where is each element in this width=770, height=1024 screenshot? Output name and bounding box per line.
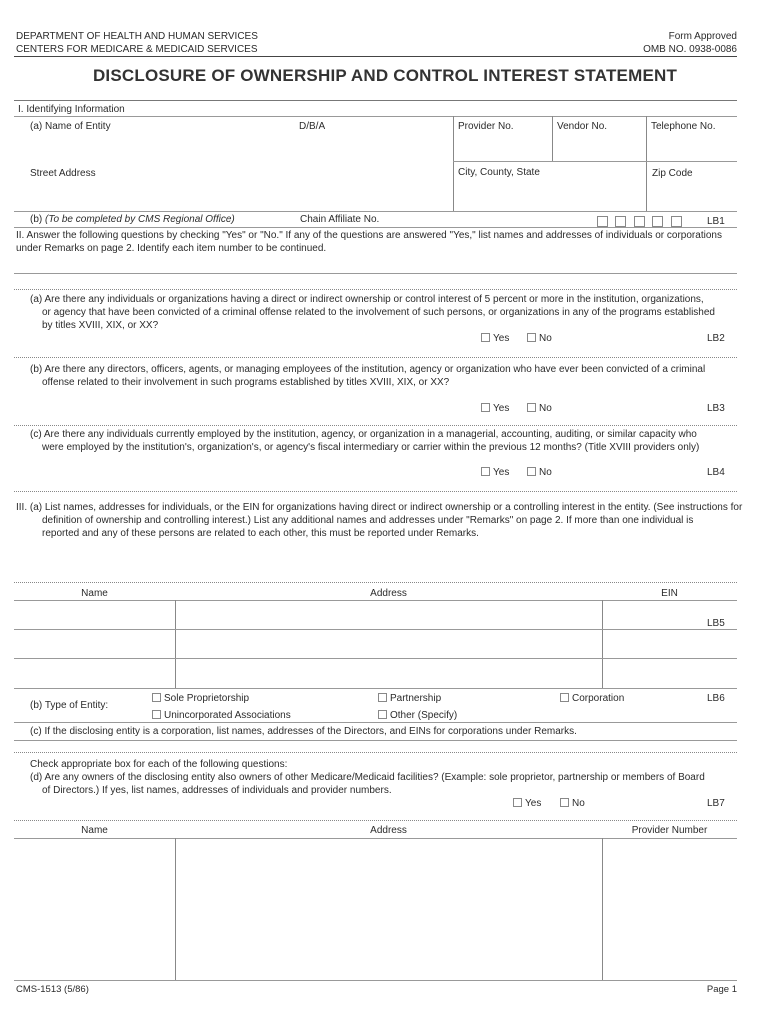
question-b-line2: offense related to their involvement in such programs established by titles XVIII, XIX, or XX? <box>42 377 450 388</box>
form-approved: Form Approved <box>668 31 737 42</box>
owners-col-address: Address <box>370 588 407 599</box>
vendor-no-label: Vendor No. <box>557 121 608 132</box>
chain-digit-box[interactable] <box>597 216 608 227</box>
facilities-col-name: Name <box>81 825 108 836</box>
agency-line: CENTERS FOR MEDICARE & MEDICAID SERVICES <box>16 44 258 55</box>
lb7-code: LB7 <box>707 798 725 809</box>
checkbox-icon <box>527 333 536 342</box>
dotted-rule <box>14 357 737 358</box>
lb6-code: LB6 <box>707 693 725 704</box>
row-rule <box>14 838 737 839</box>
checkbox-icon <box>152 693 161 702</box>
section2-intro: II. Answer the following questions by checking "Yes" or "No." If any of the questions are answered "Yes," list names and addresses of individuals or corporations under Remarks on page 2. Identify each item number to be continued. <box>16 230 722 254</box>
dotted-rule <box>14 752 737 753</box>
chain-digit-box[interactable] <box>671 216 682 227</box>
checkbox-icon <box>378 693 387 702</box>
owners-col-name: Name <box>81 588 108 599</box>
section1-top-rule <box>14 100 737 101</box>
facilities-col-provider-number: Provider Number <box>631 825 708 836</box>
section3-c-text: (c) If the disclosing entity is a corporation, list names, addresses of the Directors, and EINs for corporations under Remarks. <box>30 726 577 737</box>
row-rule <box>453 161 737 162</box>
section1-heading: I. Identifying Information <box>18 104 125 115</box>
checkbox-icon <box>560 798 569 807</box>
row-rule <box>14 227 737 228</box>
chain-digit-box[interactable] <box>634 216 645 227</box>
name-of-entity-label: (a) Name of Entity <box>30 121 111 132</box>
check-appropriate-text: Check appropriate box for each of the following questions: <box>30 759 288 770</box>
dotted-rule <box>14 425 737 426</box>
table-row <box>14 688 737 689</box>
section3-a-line3: reported and any of these persons are related to each other, this must be reported under Remarks. <box>42 528 479 539</box>
dotted-rule <box>14 289 737 290</box>
checkbox-icon <box>527 403 536 412</box>
type-of-entity-label: (b) Type of Entity: <box>30 700 109 711</box>
row-rule <box>14 600 737 601</box>
lb5-code: LB5 <box>707 618 725 629</box>
checkbox-icon <box>378 710 387 719</box>
chain-digit-box[interactable] <box>615 216 626 227</box>
question-a-no[interactable]: No <box>527 332 552 345</box>
col-divider <box>646 116 647 211</box>
chain-affiliate-label: Chain Affiliate No. <box>300 214 380 225</box>
other-specify-option[interactable]: Other (Specify) <box>378 709 457 722</box>
dotted-rule <box>14 491 737 492</box>
question-a-line3: by titles XVIII, XIX, or XX? <box>42 320 159 331</box>
question-c-line2: were employed by the institution's, organization's, or agency's fiscal intermediary or carrier within the previous 12 months? (Title XVIII providers only) <box>42 442 700 453</box>
chain-digit-box[interactable] <box>652 216 663 227</box>
zip-code-label: Zip Code <box>652 168 693 179</box>
section3-a-line1: III. (a) List names, addresses for individuals, or the EIN for organizations having direct or indirect ownership or a controlling interest in the entity. (See instructions for <box>16 502 743 513</box>
page-number: Page 1 <box>706 984 737 995</box>
checkbox-icon <box>527 467 536 476</box>
row-rule <box>14 740 737 741</box>
dba-label: D/B/A <box>299 121 326 132</box>
provider-no-label: Provider No. <box>458 121 514 132</box>
telephone-no-label: Telephone No. <box>651 121 716 132</box>
col-divider <box>602 600 603 688</box>
lb2-code: LB2 <box>707 333 725 344</box>
checkbox-icon <box>152 710 161 719</box>
table-row <box>14 658 737 659</box>
col-divider <box>552 116 553 161</box>
dotted-rule <box>14 582 737 583</box>
question-a-yes[interactable]: Yes <box>481 332 509 345</box>
page-title: DISCLOSURE OF OWNERSHIP AND CONTROL INTEREST STATEMENT <box>92 66 678 85</box>
omb-number: OMB NO. 0938-0086 <box>643 44 737 55</box>
partnership-option[interactable]: Partnership <box>378 692 441 705</box>
row-rule <box>14 273 737 274</box>
street-address-label: Street Address <box>30 168 96 179</box>
corporation-option[interactable]: Corporation <box>560 692 624 705</box>
table-row <box>14 629 737 630</box>
dotted-rule <box>14 820 737 821</box>
row-rule <box>14 722 737 723</box>
city-county-state-label: City, County, State <box>458 167 540 178</box>
question-d-yes[interactable]: Yes <box>513 797 541 810</box>
col-divider <box>453 116 454 211</box>
checkbox-icon <box>481 403 490 412</box>
question-b-yes[interactable]: Yes <box>481 402 509 415</box>
unincorporated-option[interactable]: Unincorporated Associations <box>152 709 291 722</box>
header-rule <box>14 56 737 57</box>
checkbox-icon <box>481 333 490 342</box>
lb3-code: LB3 <box>707 403 725 414</box>
section3-d-line1: (d) Are any owners of the disclosing entity also owners of other Medicare/Medicaid facilities? (Example: sole proprietor, partnership or members of Board <box>30 772 705 783</box>
col-divider <box>602 838 603 980</box>
facilities-col-address: Address <box>370 825 407 836</box>
question-c-line1: (c) Are there any individuals currently employed by the institution, agency, or organization in a managerial, accounting, auditing, or similar capacity who <box>30 429 697 440</box>
section1-heading-rule <box>14 116 737 117</box>
col-divider <box>175 600 176 688</box>
question-b-no[interactable]: No <box>527 402 552 415</box>
question-a-line2: or agency that have been convicted of a criminal offense related to the involvement of such persons, or organizations in any of the programs established <box>42 307 715 318</box>
question-a-line1: (a) Are there any individuals or organizations having a direct or indirect ownership or control interest of 5 percent or more in the institution, organizations, <box>30 294 704 305</box>
row-rule <box>14 980 737 981</box>
question-b-line1: (b) Are there any directors, officers, agents, or managing employees of the institution, agency or organization who have ever been convicted of a criminal <box>30 364 706 375</box>
form-number: CMS-1513 (5/86) <box>16 984 89 995</box>
row-rule <box>14 211 737 212</box>
section3-a-line2: definition of ownership and controlling interest.) List any additional names and addresses under "Remarks" on page 2. If more than one individual is <box>42 515 694 526</box>
sole-proprietorship-option[interactable]: Sole Proprietorship <box>152 692 249 705</box>
checkbox-icon <box>481 467 490 476</box>
lb4-code: LB4 <box>707 467 725 478</box>
question-d-no[interactable]: No <box>560 797 585 810</box>
question-c-yes[interactable]: Yes <box>481 466 509 479</box>
checkbox-icon <box>513 798 522 807</box>
owners-col-ein: EIN <box>661 588 678 599</box>
col-divider <box>175 838 176 980</box>
question-c-no[interactable]: No <box>527 466 552 479</box>
department-line: DEPARTMENT OF HEALTH AND HUMAN SERVICES <box>16 31 258 42</box>
section3-d-line2: of Directors.) If yes, list names, addresses of individuals and provider numbers. <box>42 785 392 796</box>
lb1-code: LB1 <box>707 216 725 227</box>
checkbox-icon <box>560 693 569 702</box>
regional-office-label: (b) (To be completed by CMS Regional Office) <box>30 214 235 225</box>
